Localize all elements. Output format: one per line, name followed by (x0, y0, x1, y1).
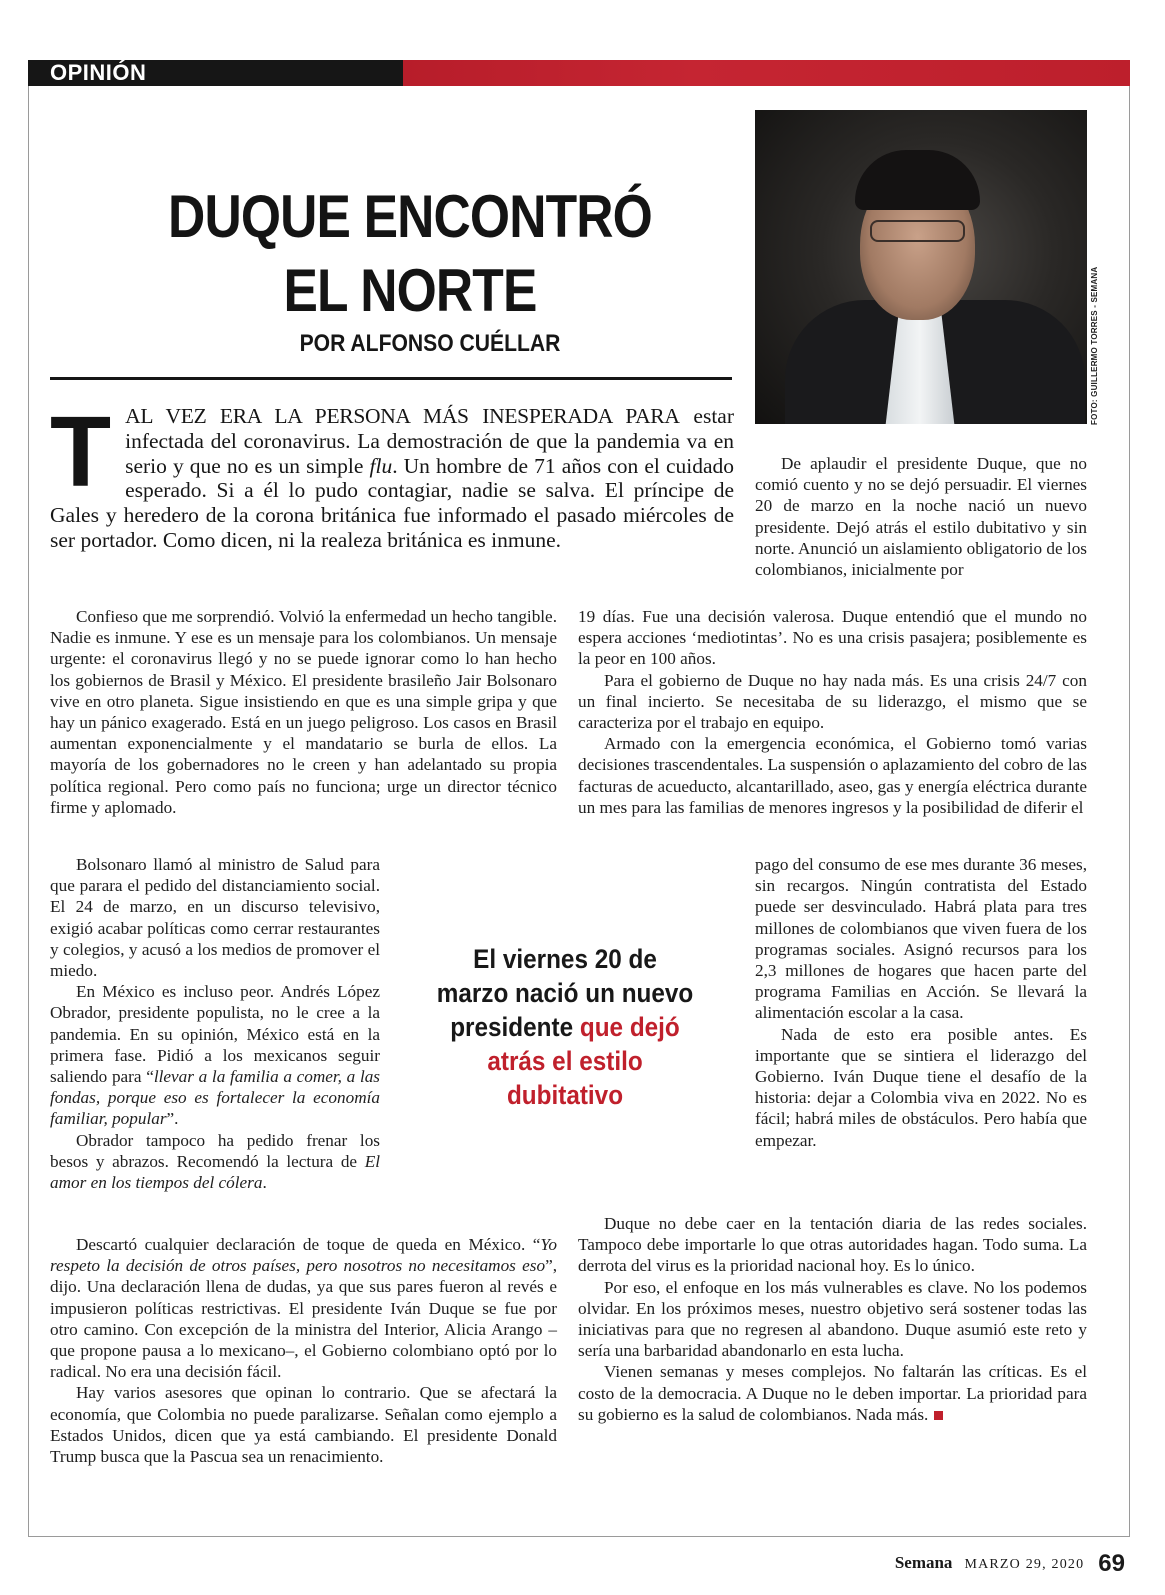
book-title: El amor en los tiempos del cólera (50, 1151, 380, 1193)
paragraph: Bolsonaro llamó al ministro de Salud para que parara el pedido del distanciamiento social. El 24 de marzo, en un discurso televisivo, exigió acabar políticas como cerrar restaurantes y colegios, y acusó a los medios de promover el miedo. (50, 855, 380, 981)
paragraph (50, 981, 380, 1129)
text-run: ”, dijo. Una declaración llena de dudas, ya que sus pares fueron al revés e impusieron políticas restrictivas. El presidente Iván Duque se fue por otro camino. Con excepción de la ministra del Interior, Alicia Arango –que propone pausa a lo mexicano–, el Gobierno colombiano optó por lo radical. No era una decisión fácil. (50, 1256, 557, 1382)
pull-quote-black: El viernes 20 de marzo nació un nuevo presidente (436, 944, 694, 1042)
right-column-wide (578, 606, 1087, 818)
text-run: En México es incluso peor. Andrés López Obrador, presidente populista, no le cree a la pandemia. En su opinión, México está en la primera fase. Pidió a los mexicanos seguir saliendo para “ (50, 982, 380, 1087)
lead-text-end: . Un hombre de 71 años con el cuidado esperado. Si a él lo pudo contagiar, nadie se salva. El príncipe de Gales y heredero de la corona británica fue informado el pasado miércoles de ser portador. Como dicen, ni la realeza británica es inmune. (50, 453, 735, 552)
paragraph: De aplaudir el presidente Duque, que no comió cuento y no se dejó persuadir. El viernes 20 de marzo en la noche nació un nuevo presidente. Dejó atrás el estilo dubitativo y sin norte. Anunció un aislamiento obligatorio de los colombianos, inicialmente por (755, 454, 1087, 580)
paragraph (50, 1130, 380, 1194)
paragraph (50, 1234, 557, 1382)
paragraph: Para el gobierno de Duque no hay nada más. Es una crisis 24/7 con un final incierto. Se necesitaba de su liderazgo, el mismo que se caracteriza por el trabajo en equipo. (578, 670, 1087, 733)
page-number: 69 (1098, 1550, 1125, 1577)
paragraph (578, 1361, 1087, 1425)
quote-italic: llevar a la familia a comer, a las fondas, porque eso es fortalecer la economía familiar, popular (50, 1067, 381, 1129)
headline (135, 180, 685, 328)
page-footer (895, 1550, 1125, 1578)
right-column-narrow (755, 854, 1087, 1151)
section-bar-red (403, 60, 1130, 86)
lead-flu: flu (369, 453, 393, 478)
lead-paragraph (50, 396, 735, 553)
section-bar (28, 60, 1130, 86)
photo-glasses (870, 220, 965, 242)
right-column-top (755, 453, 1087, 580)
quote-italic: Yo respeto la decisión de otros países, pero nosotros no necesitamos eso (50, 1235, 557, 1276)
pull-quote (435, 942, 696, 1112)
left-column-top (50, 606, 557, 818)
paragraph: Armado con la emergencia económica, el Gobierno tomó varias decisiones trascendentales. La suspensión o aplazamiento del cobro de las facturas de acueducto, alcantarillado, aseo, gas y energía eléctrica durante un mes para las familias de menores ingresos y la posibilidad de diferir el (578, 734, 1087, 817)
left-column-bottom (50, 1234, 557, 1467)
paragraph: Por eso, el enfoque en los más vulnerables es clave. No los podemos olvidar. En los próximos meses, nuestro objetivo será sostener todas las iniciativas para que no regresen al abandono. Duque asumió este reto y sería una barbaridad abandonarlo en esta lucha. (578, 1277, 1087, 1361)
drop-cap: T (50, 396, 112, 508)
text-run: Descartó cualquier declaración de toque de queda en México. “ (76, 1235, 541, 1254)
paragraph: Confieso que me sorprendió. Volvió la enfermedad un hecho tangible. Nadie es inmune. Y ese es un mensaje para los colombianos. Un mensaje urgente: el coronavirus llegó y no se puede ignorar como lo han hecho los gobiernos de Brasil y México. El presidente brasileño Jair Bolsonaro vive en otro planeta. Sigue insistiendo en que es una simple gripa y que hay un pánico exagerado. Está en un juego peligroso. Los casos en Brasil aumentan exponencialmente y el mandatario se burla de ellos. La mayoría de los gobernadores no le creen y han adelantado su propia política regional. Pero como país no funciona; urge un director técnico firme y aplomado. (50, 607, 557, 817)
paragraph: Hay varios asesores que opinan lo contrario. Que se afectará la economía, que Colombia no puede paralizarse. Señalan como ejemplo a Estados Unidos, dicen que ya está cambiando. El presidente Donald Trump busca que la Pascua sea un renacimiento. (50, 1383, 557, 1467)
lead-text: estar infectada del coronavirus. La demostración de que la pandemia va en serio y que no es un simple (125, 404, 734, 478)
paragraph: 19 días. Fue una decisión valerosa. Duque entendió que el mundo no espera acciones ‘mediotintas’. No es una crisis pasajera; posiblemente es la peor en 100 años. (578, 607, 1087, 669)
right-column-bottom (578, 1213, 1087, 1425)
photo-hair (855, 150, 980, 210)
section-label: OPINIÓN (50, 60, 147, 85)
photo-credit: FOTO: GUILLERMO TORRES - SEMANA (1090, 266, 1099, 425)
paragraph: Duque no debe caer en la tentación diaria de las redes sociales. Tampoco debe importarle lo que otras autoridades hagan. Todo suma. La derrota del virus es la prioridad nacional hoy. Es lo único. (578, 1214, 1087, 1276)
author-photo (755, 110, 1087, 424)
text-run: Vienen semanas y meses complejos. No faltarán las críticas. Es el costo de la democracia. A Duque no le deben importar. La prioridad para su gobierno es la salud de colombianos. Nada más. (578, 1362, 1087, 1424)
lead-caps: AL VEZ ERA LA PERSONA MÁS INESPERADA PARA (125, 404, 680, 428)
text-run: Obrador tampoco ha pedido frenar los besos y abrazos. Recomendó la lectura de (50, 1130, 380, 1171)
end-mark-icon (934, 1411, 943, 1420)
left-column-narrow (50, 854, 380, 1193)
headline-line-1: DUQUE ENCONTRÓ (168, 183, 652, 250)
byline: POR ALFONSO CUÉLLAR (299, 330, 561, 357)
text-run: ”. (166, 1109, 179, 1129)
paragraph: pago del consumo de ese mes durante 36 meses, sin recargos. Ningún contratista del Estado puede ser desvinculado. Habrá plata para tres millones de colombianos que viven fuera de los programas sociales. Asignó recursos para los 2,3 millones de hogares que hacen parte del programa Familias en Acción. Se llevará la alimentación escolar a la casa. (755, 855, 1087, 1023)
magazine-name: Semana (894, 1553, 953, 1572)
headline-line-2: EL NORTE (283, 257, 537, 324)
pull-quote-red: que dejó atrás el estilo dubitativo (487, 1012, 680, 1110)
paragraph: Nada de esto era posible antes. Es importante que se sintiera el liderazgo del Gobierno. Iván Duque tiene el desafío de la historia: dejar a Colombia viva en 2022. No es fácil; habrá miles de obstáculos. Pero había que empezar. (755, 1024, 1087, 1150)
issue-date: MARZO 29, 2020 (964, 1557, 1085, 1572)
headline-rule (50, 377, 732, 380)
text-run: . (262, 1173, 267, 1193)
